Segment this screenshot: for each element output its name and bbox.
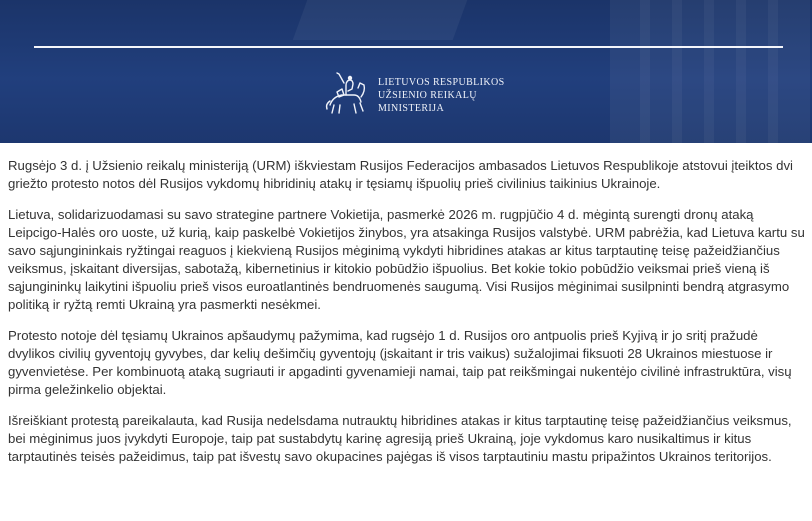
column-decoration xyxy=(704,0,714,143)
vytis-emblem-icon xyxy=(322,71,372,117)
article-paragraph: Rugsėjo 3 d. į Užsienio reikalų ministeriją (URM) iškviestam Rusijos Federacijos ambasados Lietuvos Respublikoje atstovui įteiktos dvi griežto protesto notos dėl Rusijos vykdomų hibridinių atakų ir tęsiamų išpuolių prieš civilinius taikinius Ukrainoje. xyxy=(8,158,793,191)
column-decoration xyxy=(640,0,650,143)
ministry-banner xyxy=(0,0,812,143)
column-decoration xyxy=(736,0,746,143)
column-decoration xyxy=(672,0,682,143)
article-body xyxy=(8,157,808,479)
ministry-name-line: LIETUVOS RESPUBLIKOS xyxy=(378,77,505,88)
article-paragraph: Lietuva, solidarizuodamasi su savo strategine partnere Vokietija, pasmerkė 2026 m. rugpjūčio 4 d. mėgintą surengti dronų ataką Leipcigo-Halės oro uoste, už kurią, kaip paskelbė Vokietijos žinybos, yra atsakinga Rusijos valstybė. URM pabrėžia, kad Lietuva kartu su savo sąjungininkais ryžtingai reaguos į kiekvieną Rusijos mėginimą vykdyti hibridines atakas ar kitus tarptautinę teisę pažeidžiančius veiksmus, įskaitant diversijas, sabotažą, kibernetinius ir kitokio pobūdžio išpuolius. Bet kokie tokio pobūdžio veiksmai prieš vieną iš sąjungininkų laikytini išpuoliu prieš visos euroatlantinės bendruomenės saugumą. Visi Rusijos mėginimai susilpninti bendrą atgrasymo politiką ir ryžtą remti Ukrainą yra pasmerkti nesėkmei. xyxy=(8,207,805,312)
banner-divider xyxy=(34,46,783,48)
article-paragraph: Išreiškiant protestą pareikalauta, kad Rusija nedelsdama nutrauktų hibridines atakas ir kitus tarptautinę teisę pažeidžiančius veiksmus, bei mėginimus juos įvykdyti Europoje, taip pat sustabdytų karinę agresiją prieš Ukrainą, joje vykdomus karo nusikaltimus ir kitus tarptautinės teisės pažeidimus, taip pat išvestų savo okupacines pajėgas iš visos tarptautiniu mastu pripažintos Ukrainos teritorijos. xyxy=(8,413,792,464)
article-paragraph: Protesto notoje dėl tęsiamų Ukrainos apšaudymų pažymima, kad rugsėjo 1 d. Rusijos oro antpuolis prieš Kyjivą ir jo sritį pražudė dvylikos civilių gyventojų gyvybes, dar kelių dešimčių gyventojų (įskaitant ir tris vaikus) sužalojimai fiksuoti 28 Ukrainos miestuose ir gyvenvietėse. Per kombinuotą ataką sugriauti ir apgadinti gyvenamieji namai, taip pat reikšmingai nukentėjo civilinė infrastruktūra, visų pirma geležinkelio objektai. xyxy=(8,328,792,397)
column-decoration xyxy=(768,0,778,143)
ministry-name xyxy=(378,76,505,115)
ministry-name-line: MINISTERIJA xyxy=(378,103,445,114)
building-silhouette xyxy=(293,0,468,40)
ministry-name-line: UŽSIENIO REIKALŲ xyxy=(378,90,477,101)
